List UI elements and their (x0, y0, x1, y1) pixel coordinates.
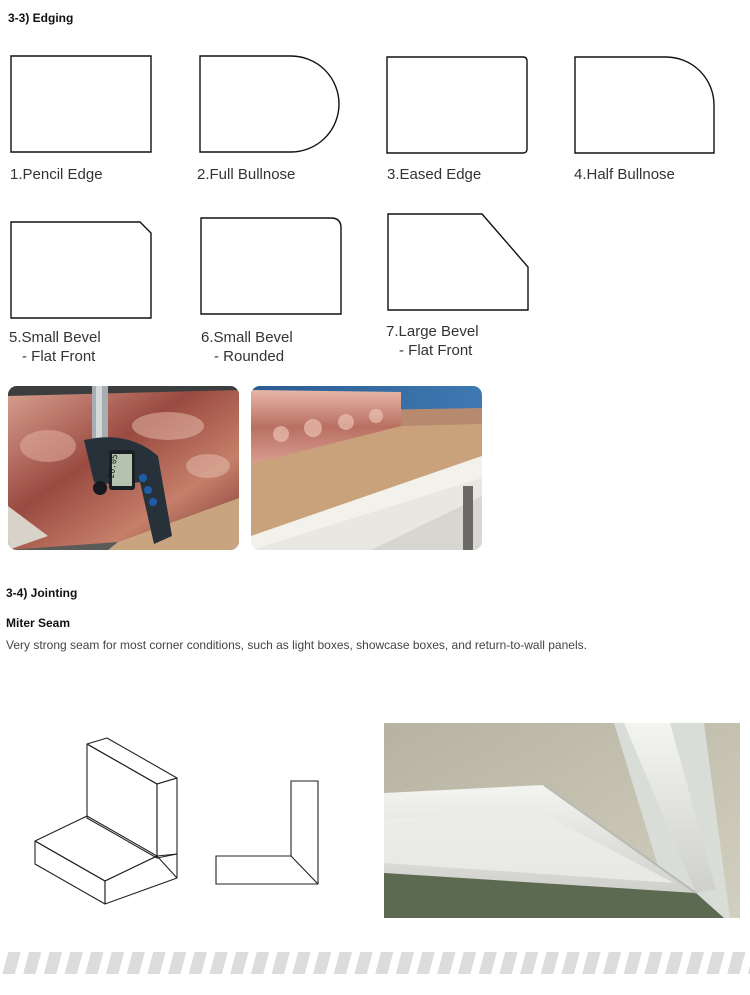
large-bevel-flat-diagram (387, 213, 529, 312)
profile-4-label: 4.Half Bullnose (574, 166, 675, 183)
profile-5-label: 5.Small Bevel (9, 329, 101, 346)
profile-5-caption (9, 328, 101, 366)
miter-joint-section-diagram (215, 780, 321, 886)
pencil-edge-diagram (10, 55, 152, 153)
profile-7-sublabel: - Flat Front (399, 342, 473, 359)
profile-2-label: 2.Full Bullnose (197, 166, 296, 183)
eased-edge-diagram (386, 56, 528, 155)
miter-seam-heading: Miter Seam (6, 616, 71, 630)
profile-7-label: 7.Large Bevel (386, 323, 479, 340)
small-bevel-rounded-diagram (200, 217, 342, 316)
miter-seam-description: Very strong seam for most corner conditions, such as light boxes, showcase boxes, and return-to-wall panels. (6, 638, 587, 652)
edging-heading: 3-3) Edging (8, 11, 74, 25)
caliper-display-reading: 20.05 (106, 453, 120, 479)
profile-6-label: 6.Small Bevel (201, 329, 293, 346)
profile-6-sublabel: - Rounded (214, 348, 285, 365)
profile-2-caption (197, 165, 295, 184)
half-bullnose-diagram (574, 56, 716, 155)
caliper-measurement-photo (8, 386, 239, 550)
slab-edge-photo (251, 386, 482, 550)
profile-7-caption (386, 322, 479, 360)
profile-6-caption (201, 328, 293, 366)
profile-1-label: 1.Pencil Edge (10, 166, 103, 183)
small-bevel-flat-diagram (10, 221, 152, 320)
profile-5-sublabel: - Flat Front (22, 348, 96, 365)
miter-seam-photo (384, 723, 740, 918)
striped-divider (0, 952, 750, 974)
profile-1-caption (10, 165, 103, 184)
profile-4-caption (574, 165, 675, 184)
full-bullnose-diagram (199, 55, 341, 153)
profile-3-caption (387, 165, 481, 184)
jointing-heading: 3-4) Jointing (6, 586, 78, 600)
miter-joint-isometric-diagram (30, 736, 180, 906)
profile-3-label: 3.Eased Edge (387, 166, 482, 183)
